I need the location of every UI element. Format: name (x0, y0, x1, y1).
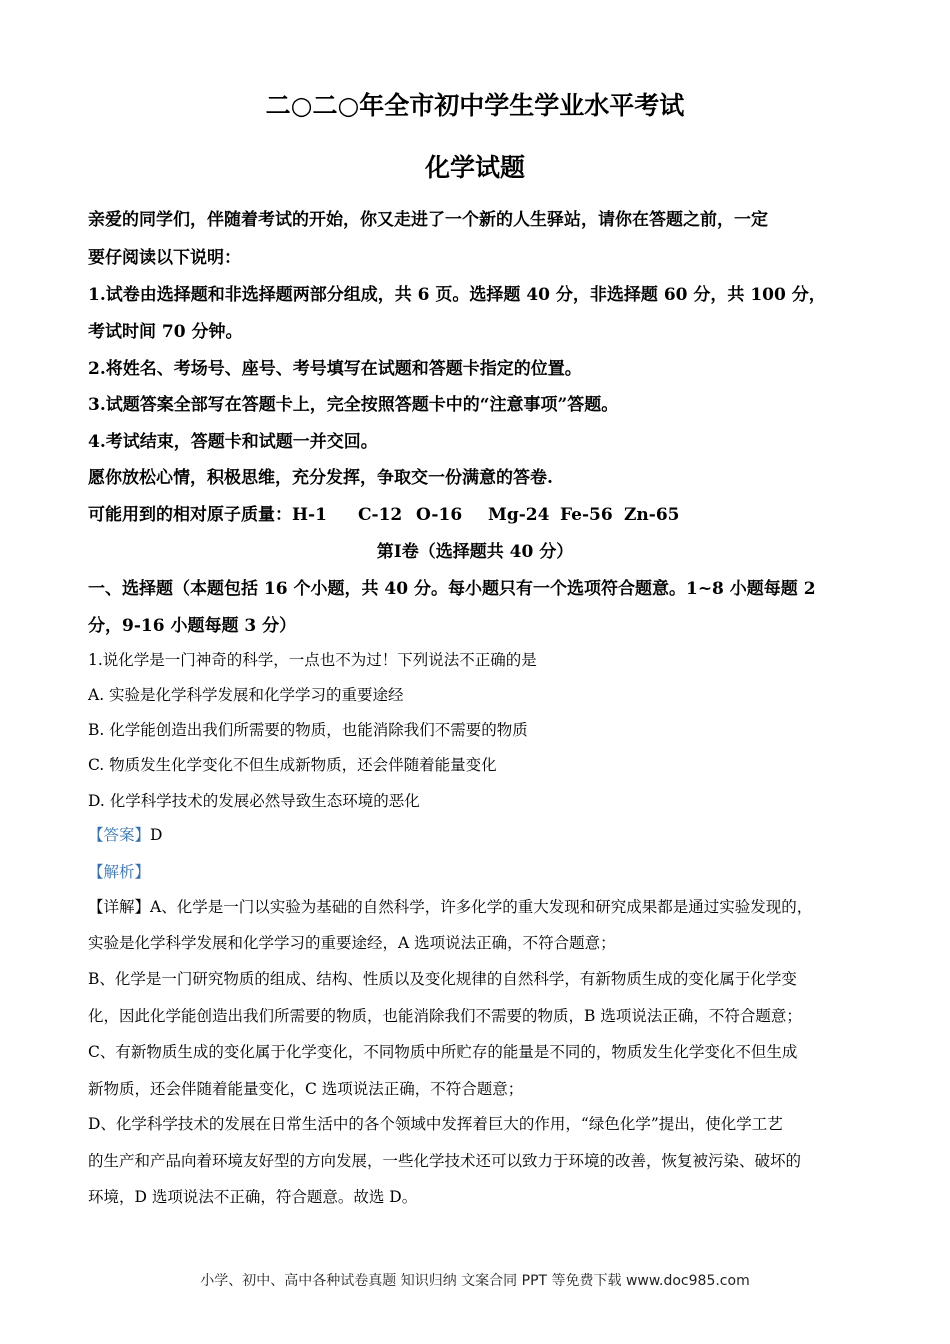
wish-line: 愿你放松心情，积极思维，充分发挥，争取交一份满意的答卷. (88, 468, 553, 488)
atomic-mass-zn: Zn-65 (624, 505, 680, 525)
answer-value: D (150, 826, 163, 844)
option-c: C. 物质发生化学变化不但生成新物质，还会伴随着能量变化 (88, 756, 497, 774)
detail-line-5: C、有新物质生成的变化属于化学变化，不同物质中所贮存的能量是不同的，物质发生化学变化不但生成 (88, 1043, 798, 1061)
instruction-item-3: 3.试题答案全部写在答题卡上，完全按照答题卡中的“注意事项”答题。 (88, 395, 619, 415)
part-title: 第Ⅰ卷（选择题共 40 分） (376, 542, 574, 562)
detail-line-3: B、化学是一门研究物质的组成、结构、性质以及变化规律的自然科学，有新物质生成的变化属于化学变 (88, 970, 797, 988)
detail-line-2: 实验是化学科学发展和化学学习的重要途经，A 选项说法正确，不符合题意； (88, 934, 616, 952)
option-d: D. 化学科学技术的发展必然导致生态环境的恶化 (88, 792, 420, 810)
detail-line-7: D、化学科学技术的发展在日常生活中的各个领域中发挥着巨大的作用，“绿色化学”提出，使化学工艺 (88, 1115, 783, 1133)
instruction-item-4: 4.考试结束，答题卡和试题一并交回。 (88, 432, 378, 452)
section-heading-line-2: 分，9-16 小题每题 3 分） (88, 616, 297, 636)
detail-line-4: 化，因此化学能创造出我们所需要的物质，也能消除我们不需要的物质，B 选项说法正确，不符合题意； (88, 1007, 802, 1025)
atomic-mass-c: C-12 (358, 505, 403, 525)
exam-title: 二○二○年全市初中学生学业水平考试 (265, 91, 685, 120)
detail-line-6: 新物质，还会伴随着能量变化，C 选项说法正确，不符合题意； (88, 1080, 524, 1098)
atomic-mass-fe: Fe-56 (560, 505, 613, 525)
intro-line-1: 亲爱的同学们，伴随着考试的开始，你又走进了一个新的人生驿站，请你在答题之前，一定 (88, 210, 768, 230)
footer-link[interactable]: 小学、初中、高中各种试卷真题 知识归纳 文案合同 PPT 等免费下载 www.doc985.com (200, 1273, 750, 1289)
answer-line (88, 823, 878, 845)
question-1-stem: 1.说化学是一门神奇的科学，一点也不为过！下列说法不正确的是 (88, 651, 537, 669)
atomic-mass-line (88, 500, 868, 525)
atomic-mass-label: 可能用到的相对原子质量： (88, 505, 292, 525)
analysis-label: 【解析】 (88, 863, 151, 881)
instruction-item-2: 2.将姓名、考场号、座号、考号填写在试题和答题卡指定的位置。 (88, 359, 582, 379)
instruction-item-1-line-2: 考试时间 70 分钟。 (88, 322, 243, 342)
instruction-item-1-line-1: 1.试卷由选择题和非选择题两部分组成，共 6 页。选择题 40 分，非选择题 60 分，共 100 分， (88, 285, 826, 305)
answer-label: 【答案】 (88, 826, 151, 844)
intro-line-2: 要仔阅读以下说明： (88, 248, 241, 268)
detail-line-1: 【详解】A、化学是一门以实验为基础的自然科学，许多化学的重大发现和研究成果都是通过实验发现的， (88, 898, 813, 916)
atomic-mass-mg: Mg-24 (488, 505, 550, 525)
option-b: B. 化学能创造出我们所需要的物质，也能消除我们不需要的物质 (88, 721, 528, 739)
detail-line-8: 的生产和产品向着环境友好型的方向发展，一些化学技术还可以致力于环境的改善，恢复被污染、破坏的 (88, 1152, 802, 1170)
detail-line-9: 环境，D 选项说法不正确，符合题意。故选 D。 (88, 1188, 418, 1206)
section-heading-line-1: 一、选择题（本题包括 16 个小题，共 40 分。每小题只有一个选项符合题意。1~8 小题每题 2 (88, 579, 816, 599)
option-a: A. 实验是化学科学发展和化学学习的重要途经 (88, 686, 404, 704)
subject-title: 化学试题 (424, 153, 525, 182)
atomic-mass-h: H-1 (292, 505, 327, 525)
atomic-mass-o: O-16 (416, 505, 463, 525)
